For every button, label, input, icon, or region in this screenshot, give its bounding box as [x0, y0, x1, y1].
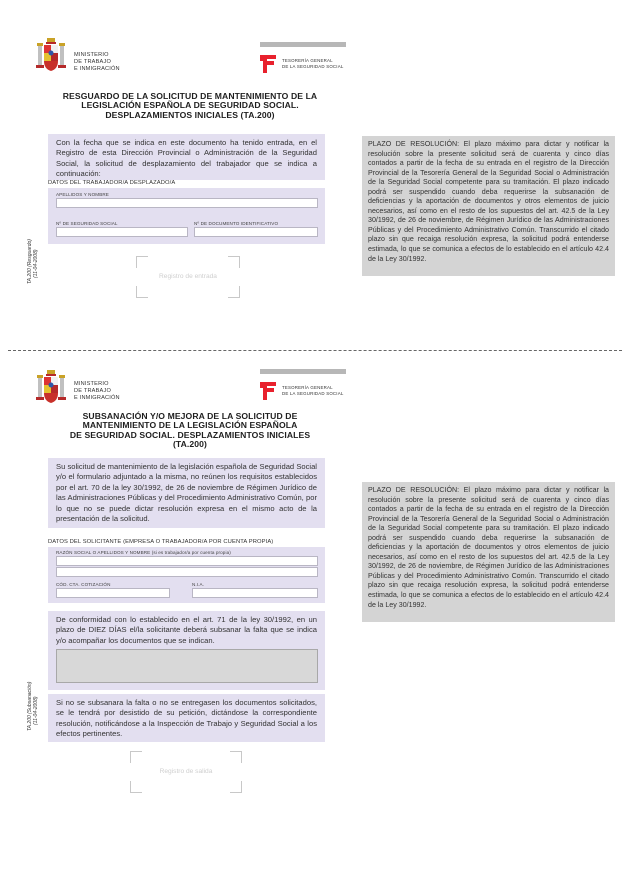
- applicant-data-section-label: DATOS DEL SOLICITANTE (EMPRESA O TRABAJADOR/A POR CUENTA PROPIA): [48, 539, 274, 545]
- subsanacion-intro-panel: [48, 458, 325, 528]
- resguardo-title: [50, 92, 330, 120]
- names-field[interactable]: [56, 198, 318, 208]
- names-field-label: APELLIDOS Y NOMBRE: [56, 192, 109, 197]
- nia-field-label: N.I.A.: [192, 582, 205, 587]
- resguardo-code-line2: (11-04-2008): [33, 249, 39, 278]
- resguardo-title-line1: RESGUARDO DE LA SOLICITUD DE MANTENIMIENTO DE LA: [62, 91, 318, 101]
- conformidad-text: De conformidad con lo establecido en el art. 71 de la ley 30/1992, en un plazo de DIEZ DÍAS el/la solicitante deberá subsanar la falta que se indica y/o acompañar los documentos que se indican.: [56, 615, 317, 645]
- subsanacion-code-line1: TA.200 (Subsanación): [27, 681, 33, 731]
- resguardo-intro-panel: [48, 134, 325, 180]
- exit-stamp-label: Registro de salida: [159, 768, 213, 775]
- subsanacion-title-line2: MANTENIMIENTO DE LA LEGISLACIÓN ESPAÑOLA: [82, 420, 298, 431]
- tgss-logo-icon: [258, 53, 278, 75]
- conformidad-panel: [48, 611, 325, 690]
- ssn-field[interactable]: [56, 227, 188, 237]
- ministry-name-bottom: [74, 381, 120, 402]
- warning-panel: [48, 694, 325, 742]
- tgss-name: [282, 58, 344, 69]
- subsanacion-form-code: [27, 682, 39, 731]
- plazo-text-top: PLAZO DE RESOLUCIÓN: El plazo máximo para dictar y notificar la resolución sobre la presente solicitud será de cuarenta y cinco días contados a partir de la fecha de su entrada en el registro de la Dirección Provincial de la Tesorería General de la Seguridad Social o Administración de la Seguridad Social competente para su tramitación. El plazo indicado podrá ser suspendido cuando deba requerirse la subsanación de deficiencias y la aportación de documentos y otros elementos de juicio necesarios, así como en el resto de los supuestos del art. 42.5 de la Ley 30/1992, de 26 de noviembre, de Régimen Jurídico de las Administraciones Públicas y del Procedimiento Administrativo Común. Transcurrido el citado plazo sin que recaiga resolución expresa, la solicitud podrá entenderse estimada, lo que se comunica a efectos de lo establecido en el artículo 42.4 de la Ley 30/1992.: [368, 140, 609, 263]
- plazo-panel-top: [362, 136, 615, 276]
- deficiencies-field[interactable]: [56, 649, 318, 683]
- subsanacion-intro-text: Su solicitud de mantenimiento de la legislación española de Seguridad Social y/o el formulario adjuntado a la misma, no reúnen los requisitos establecidos por el art. 70 de la ley 30/1992, de 26 de noviembre de Régimen Jurídico de las Administraciones Públicas y del Procedimiento Administrativo Común, por lo que no se puede dictar resolución expresa en el mismo acto de la presentación de la solicitud.: [56, 462, 317, 524]
- ssn-field-label: Nº DE SEGURIDAD SOCIAL: [56, 221, 118, 226]
- cut-line: [8, 350, 622, 351]
- resguardo-form-code: [27, 239, 39, 284]
- resguardo-title-line3: DESPLAZAMIENTOS INICIALES (TA.200): [105, 109, 275, 120]
- coat-of-arms-logo-bottom: [36, 369, 66, 407]
- resguardo-intro-text: Con la fecha que se indica en este documento ha tenido entrada, en el Registro de esta Dirección Provincial o Administración de la Seguridad Social, la solicitud de desplazamiento del trabajador que se indica a continuación:: [56, 138, 317, 179]
- ministry-line3: E INMIGRACIÓN: [74, 66, 120, 72]
- razon-social-field[interactable]: [56, 556, 318, 566]
- tgss-name-bottom: [282, 385, 344, 396]
- warning-text: Si no se subsanara la falta o no se entregasen los documentos solicitados, se le tendrá por desistido de su petición, dictándose la correspondiente resolución, notificándose a la Inspección de Trabajo y Seguridad Social a los efectos pertinentes.: [56, 698, 317, 739]
- coat-of-arms-logo: [36, 37, 66, 75]
- ministry-line2-bottom: DE TRABAJO: [74, 388, 112, 394]
- worker-data-section-label: DATOS DEL TRABAJADOR/A DESPLAZADO/A: [48, 180, 176, 186]
- resguardo-code-line1: TA.200 (Resguardo): [27, 239, 33, 284]
- plazo-panel-bottom: [362, 482, 615, 622]
- subsanacion-title: [50, 412, 330, 450]
- subsanacion-code-line2: (11-04-2008): [33, 696, 39, 725]
- ministry-line1-bottom: MINISTERIO: [74, 381, 109, 387]
- subsanacion-title-line1: SUBSANACIÓN Y/O MEJORA DE LA SOLICITUD DE: [82, 411, 298, 421]
- tgss-line2: DE LA SEGURIDAD SOCIAL: [282, 63, 344, 69]
- plazo-text-bottom: PLAZO DE RESOLUCIÓN: El plazo máximo para dictar y notificar la resolución sobre la presente solicitud será de cuarenta y cinco días contados a partir de la fecha de su entrada en el registro de la Dirección Provincial de la Tesorería General de la Seguridad Social o Administración de la Seguridad Social competente para su tramitación. El plazo indicado podrá ser suspendido cuando deba requerirse la subsanación de deficiencias y la aportación de documentos y otros elementos de juicio necesarios, así como en el resto de los supuestos del art. 42.5 de la Ley 30/1992, de 26 de noviembre, de Régimen Jurídico de las Administraciones Públicas y del Procedimiento Administrativo Común. Transcurrido el citado plazo sin que recaiga resolución expresa, la solicitud podrá entenderse estimada, lo que se comunica a efectos de lo establecido en el artículo 42.4 de la Ley 30/1992.: [368, 486, 609, 609]
- subsanacion-title-line4: (TA.200): [172, 439, 208, 450]
- tgss-header-bar: [260, 42, 346, 47]
- razon-social-field-label: RAZÓN SOCIAL O APELLIDOS Y NOMBRE (si es trabajador/a por cuenta propia): [56, 550, 231, 555]
- tgss-line1-bottom: TESORERÍA GENERAL: [282, 385, 333, 390]
- ccc-field[interactable]: [56, 588, 170, 598]
- ministry-line1: MINISTERIO: [74, 52, 109, 58]
- nia-field[interactable]: [192, 588, 318, 598]
- id-document-field[interactable]: [194, 227, 318, 237]
- id-document-field-label: Nº DE DOCUMENTO IDENTIFICATIVO: [194, 221, 279, 226]
- entry-stamp-area: [136, 256, 240, 298]
- tgss-logo-icon-bottom: [258, 380, 278, 402]
- ministry-name: [74, 52, 120, 73]
- ministry-line3-bottom: E INMIGRACIÓN: [74, 395, 120, 401]
- ccc-field-label: CÓD. CTA. COTIZACIÓN: [56, 582, 111, 587]
- tgss-line2-bottom: DE LA SEGURIDAD SOCIAL: [282, 390, 344, 396]
- resguardo-title-line2: LEGISLACIÓN ESPAÑOLA DE SEGURIDAD SOCIAL.: [81, 100, 299, 111]
- subsanacion-title-line3: DE SEGURIDAD SOCIAL. DESPLAZAMIENTOS INICIALES: [69, 429, 311, 440]
- ministry-line2: DE TRABAJO: [74, 59, 112, 65]
- entry-stamp-label: Registro de entrada: [159, 273, 217, 280]
- tgss-line1: TESORERÍA GENERAL: [282, 58, 333, 63]
- tgss-header-bar-bottom: [260, 369, 346, 374]
- razon-social-field-2[interactable]: [56, 567, 318, 577]
- exit-stamp-area: [130, 751, 242, 793]
- applicant-data-panel: [48, 547, 325, 603]
- worker-data-panel: [48, 188, 325, 244]
